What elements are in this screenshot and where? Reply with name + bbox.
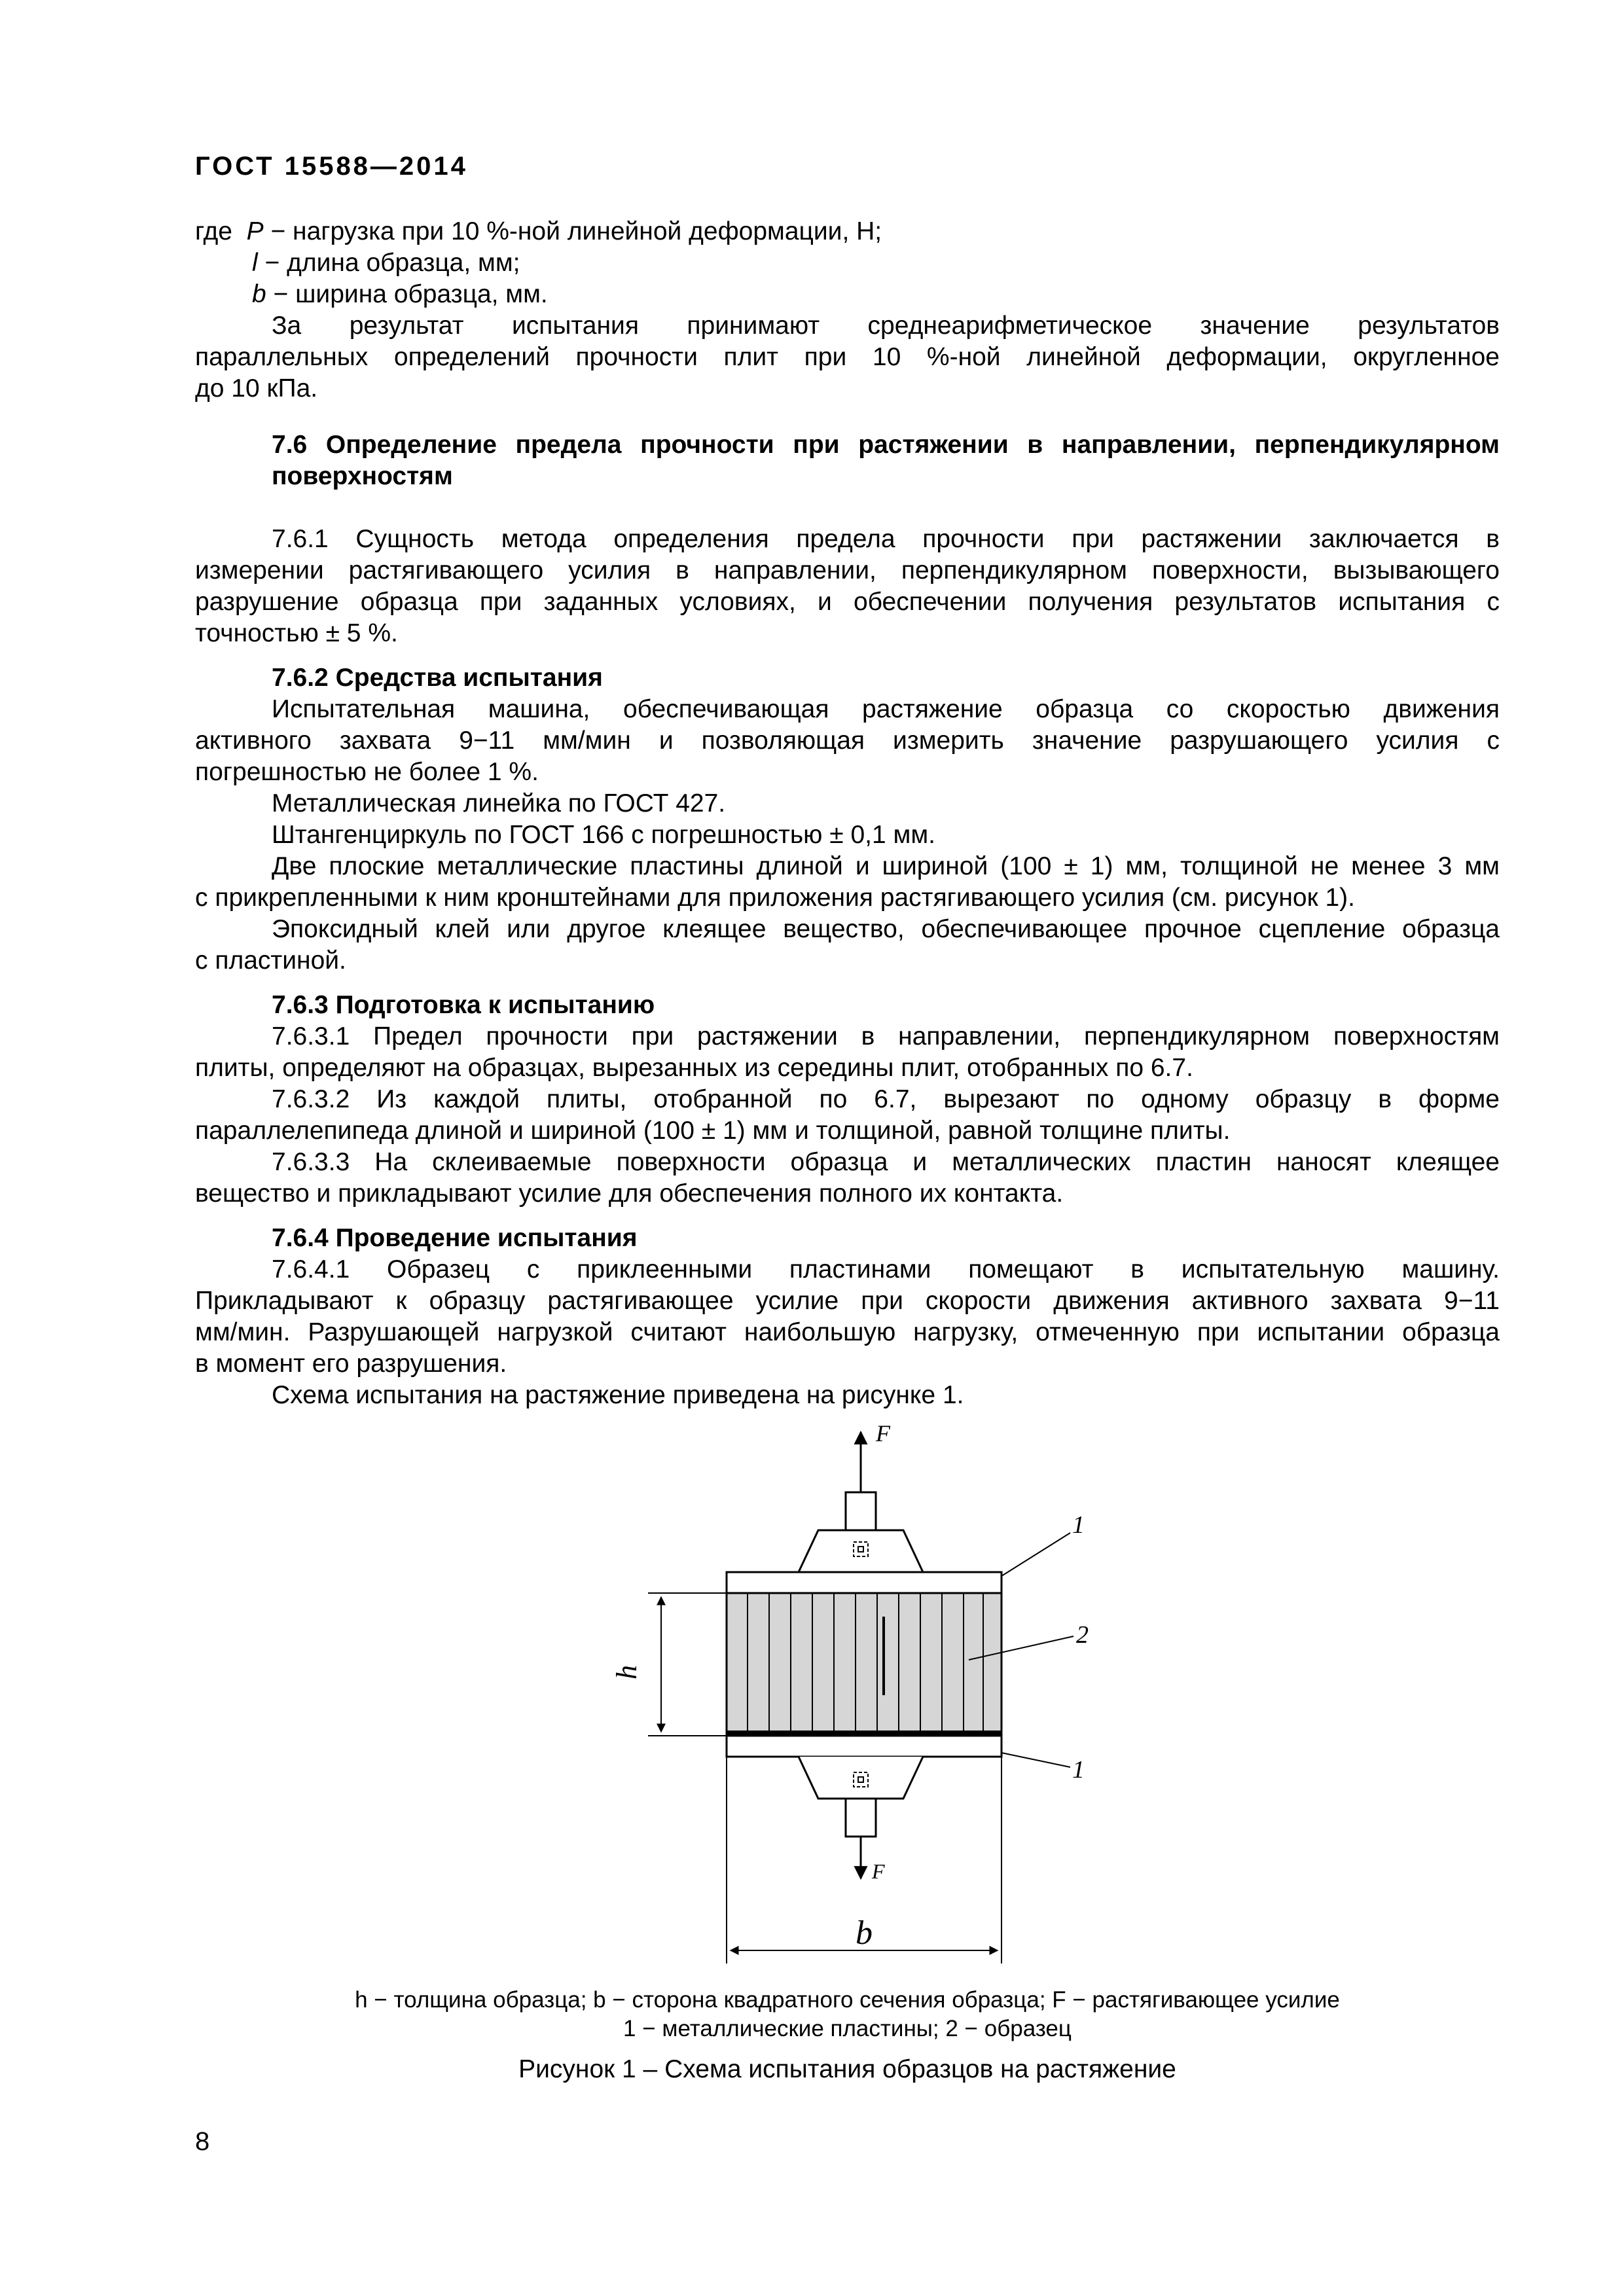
p764-1-line3: мм/мин. Разрушающей нагрузкой считают наибольшую нагрузку, отмеченную при испытании образца — [195, 1318, 1500, 1346]
p761-line3: разрушение образца при заданных условиях, и обеспечении получения результатов испытания с — [195, 588, 1500, 616]
top-rod — [846, 1492, 876, 1530]
where-l — [252, 247, 1557, 279]
p763-2-line1: 7.6.3.2 Из каждой плиты, отобранной по 6.7, вырезают по одному образцу в форме — [272, 1085, 1500, 1113]
p762-4-line2: с прикрепленными к ним кронштейнами для приложения растягивающего усилия (см. рисунок 1). — [195, 884, 1355, 912]
p763-2-line2: параллелепипеда длиной и шириной (100 ± 1) мм и толщиной, равной толщине плиты. — [195, 1117, 1231, 1145]
label-1-bottom: 1 — [1072, 1756, 1085, 1784]
leader-1-bottom — [1001, 1753, 1070, 1767]
leader-1-top — [1001, 1533, 1070, 1576]
label-1-top: 1 — [1072, 1511, 1085, 1539]
p764-1-line2: Прикладывают к образцу растягивающее усилие при скорости движения активного захвата 9−11 — [195, 1287, 1500, 1315]
result-para-line2: параллельных определений прочности плит при 10 %-ной линейной деформации, округленное — [195, 343, 1500, 371]
bottom-rod — [846, 1799, 876, 1837]
label-2: 2 — [1076, 1621, 1089, 1649]
p762-1-line1: Испытательная машина, обеспечивающая растяжение образца со скоростью движения — [272, 695, 1500, 723]
page-number: 8 — [195, 2127, 210, 2156]
symbol-l: l — [252, 249, 258, 277]
figure-legend-line2: 1 − металлические пластины; 2 − образец — [623, 2016, 1072, 2041]
result-para-line3: до 10 кПа. — [195, 374, 318, 403]
p762-5-line1: Эпоксидный клей или другое клеящее вещество, обеспечивающее прочное сцепление образца — [272, 915, 1500, 943]
p762-2: Металлическая линейка по ГОСТ 427. — [272, 789, 726, 817]
p763-1-line2: плиты, определяют на образцах, вырезанных из середины плит, отобранных по 6.7. — [195, 1054, 1193, 1082]
p762-1-line2: активного захвата 9−11 мм/мин и позволяющая измерить значение разрушающего усилия с — [195, 726, 1500, 755]
bottom-metal-plate — [727, 1736, 1001, 1757]
specimen — [727, 1593, 1001, 1736]
where-b — [252, 279, 1557, 310]
tension-test-diagram — [576, 1420, 1165, 1983]
symbol-p: P — [246, 217, 264, 245]
p762-4-line1: Две плоские металлические пластины длиной и шириной (100 ± 1) мм, толщиной не менее 3 мм — [272, 852, 1500, 880]
where-p — [195, 216, 1500, 247]
figure-legend-line1: h − толщина образца; b − сторона квадратного сечения образца; F − растягивающее усилие — [355, 1987, 1340, 2013]
p762-5-line2: с пластиной. — [195, 946, 346, 975]
p763-3-line1: 7.6.3.3 На склеиваемые поверхности образца и металлических пластин наносят клеящее — [272, 1148, 1500, 1176]
section-7-6-title-line2: поверхностям — [272, 462, 453, 490]
where-p-text: − нагрузка при 10 %-ной линейной деформации, Н; — [263, 217, 882, 245]
p761-line4: точностью ± 5 %. — [195, 619, 398, 647]
bottom-force-label: F — [872, 1859, 885, 1883]
p762-1-line3: погрешностью не более 1 %. — [195, 758, 539, 786]
p761-line2: измерении растягивающего усилия в направлении, перпендикулярном поверхности, вызывающего — [195, 556, 1500, 584]
section-7-6-2-title: 7.6.2 Средства испытания — [272, 664, 603, 692]
result-para-line1: За результат испытания принимают среднеарифметическое значение результатов — [272, 312, 1500, 340]
p761-line1: 7.6.1 Сущность метода определения предела прочности при растяжении заключается в — [272, 525, 1500, 553]
p764-1-line4: в момент его разрушения. — [195, 1350, 507, 1378]
symbol-b: b — [252, 280, 266, 308]
label-b: b — [856, 1914, 873, 1952]
section-7-6-title-line1: 7.6 Определение предела прочности при растяжении в направлении, перпендикулярном — [272, 431, 1500, 459]
section-7-6-3-title: 7.6.3 Подготовка к испытанию — [272, 991, 655, 1019]
p763-3-line2: вещество и прикладывают усилие для обеспечения полного их контакта. — [195, 1179, 1064, 1208]
where-prefix: где — [195, 217, 232, 245]
top-force-label: F — [876, 1420, 890, 1446]
where-b-text: − ширина образца, мм. — [266, 280, 548, 308]
figure-title: Рисунок 1 – Схема испытания образцов на растяжение — [518, 2055, 1176, 2083]
label-h: h — [611, 1665, 643, 1679]
top-metal-plate — [727, 1572, 1001, 1593]
p764-2: Схема испытания на растяжение приведена на рисунке 1. — [272, 1381, 964, 1409]
where-l-text: − длина образца, мм; — [257, 249, 520, 277]
standard-header: ГОСТ 15588—2014 — [195, 152, 468, 181]
p763-1-line1: 7.6.3.1 Предел прочности при растяжении в направлении, перпендикулярном поверхностям — [272, 1022, 1500, 1050]
p762-3: Штангенциркуль по ГОСТ 166 с погрешностью ± 0,1 мм. — [272, 821, 935, 849]
p764-1-line1: 7.6.4.1 Образец с приклеенными пластинами помещают в испытательную машину. — [272, 1255, 1500, 1283]
section-7-6-4-title: 7.6.4 Проведение испытания — [272, 1224, 638, 1252]
